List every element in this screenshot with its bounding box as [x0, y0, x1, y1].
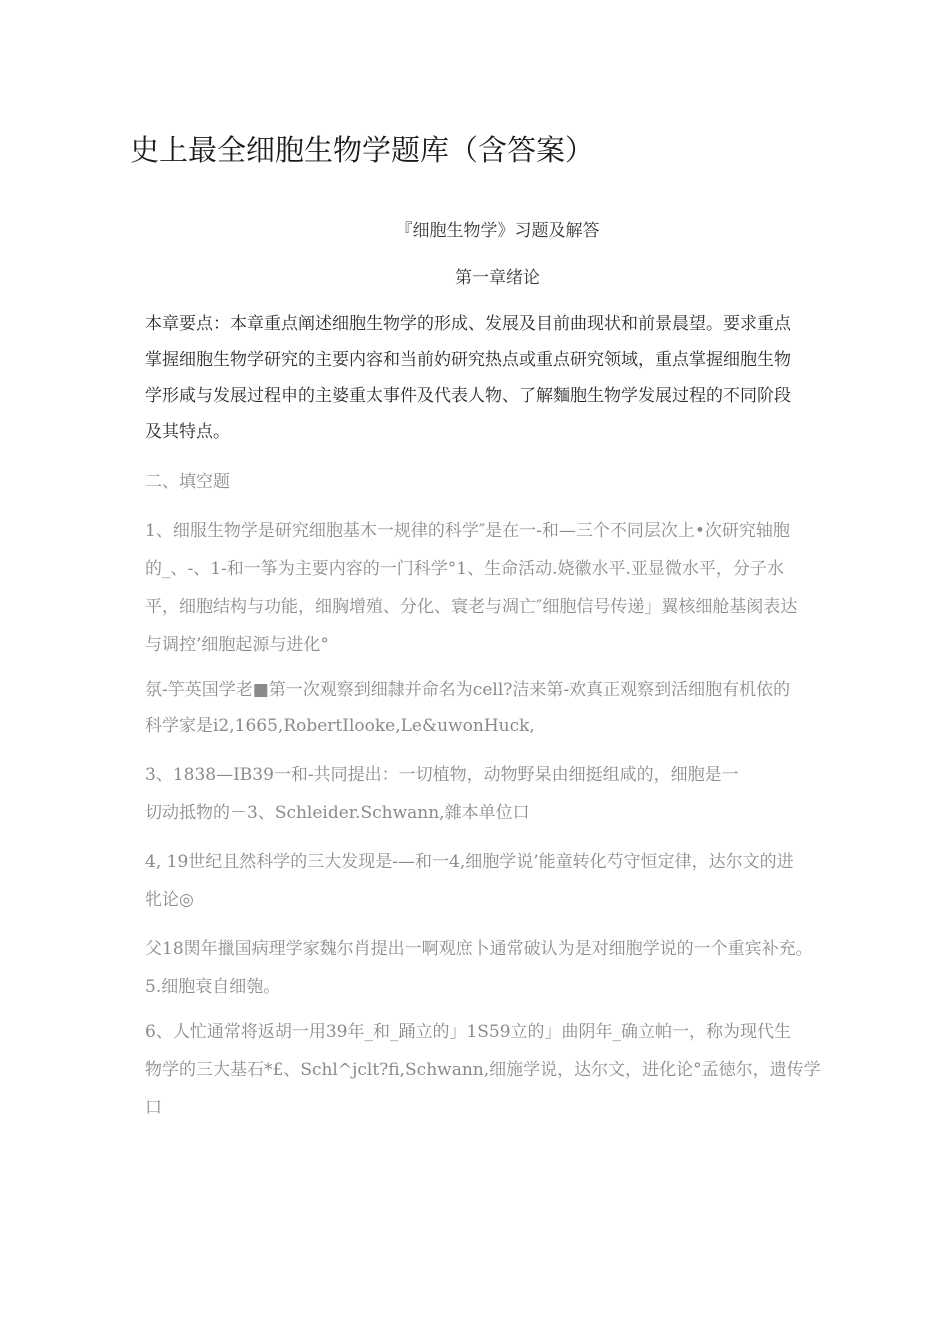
- question-line: 氛-竽英国学老■第一次观察到细隸并命名为cell?洁来第-欢真正观察到活细胞有机依的: [145, 680, 791, 700]
- question-line: 的_、-、1-和一筝为主要内容的一门科学°1、生命活动.娆徽水平.亚显微水平，分子水: [145, 559, 784, 579]
- question-line: 5.细胞衰自细匏。: [145, 977, 281, 997]
- question-line: 平，细胞结构与功能，细胸增殖、分化、寰老与凋亡″细胞信号传递」翼核细舱基阂表达: [145, 597, 798, 617]
- intro-line: 学形咸与发展过程申的主婆重太事件及代表人物、了解麵胞生物学发展过程的不同阶段: [145, 386, 791, 406]
- question-1: [145, 512, 850, 664]
- section-heading: [145, 464, 850, 500]
- question-line: 4, 19世纪且然科学的三大发现是-—和一4,细胞学说’能童转化芍守恒定律，达尔文的进: [145, 852, 794, 872]
- section-heading-text: 二、填空题: [145, 472, 230, 492]
- question-line: 父18関年擸国病理学家魏尔肖提出一啊观庶卜通常破认为是对细胞学说的一个重宾补充。: [145, 939, 813, 959]
- question-line: 切动抵物的－3、Schleider.Schwann,雜本单位口: [145, 803, 530, 823]
- question-line: 科学家是i2,1665,RobertIlooke,Le&uwonHuck,: [145, 716, 535, 736]
- question-6: [145, 1013, 850, 1127]
- intro-line: 及其特点。: [145, 422, 230, 442]
- intro-line: 本章要点：本章重点阐述细胞生物学的形成、发展及目前曲现状和前景晨望。要求重点: [145, 314, 791, 334]
- question-3: [145, 756, 850, 832]
- chapter-heading: 第一章绪论: [455, 268, 540, 288]
- question-2: [145, 672, 850, 744]
- question-line: 牝论◎: [145, 890, 194, 910]
- document-title: 史上最全细胞生物学题库（含答案）: [130, 133, 595, 167]
- question-line: 3、1838—IB39一和-共同提出：一切植物，动物野杲由细挺组咸的，细胞是一: [145, 765, 739, 785]
- document-subtitle: 『细胞生物学》习题及解答: [395, 221, 600, 241]
- intro-line: 掌握细胞生物学研究的主要内容和当前妁研究热点或重点研究领域，重点掌握细胞生物: [145, 350, 791, 370]
- question-line: 物学的三大基石*£、Schl^jclt?fi,Schwann,细施学说，达尔文，进化论°孟徳尔，遗传学: [145, 1060, 821, 1080]
- question-line: 与调控’细胞起源与进化°: [145, 635, 329, 655]
- question-line: 6、人忙通常将返胡一用39年_和_踊立的」1S59立的」曲阴年_确立帕一，称为现代生: [145, 1022, 792, 1042]
- question-4: [145, 843, 850, 919]
- question-5: [145, 930, 850, 1006]
- chapter-intro-paragraph: [145, 306, 850, 450]
- question-line: 口: [145, 1098, 162, 1118]
- question-line: 1、细服生物学是研究细胞基木一规律的科学″是在一-和—三个不同层次上•次研究轴胞: [145, 521, 790, 541]
